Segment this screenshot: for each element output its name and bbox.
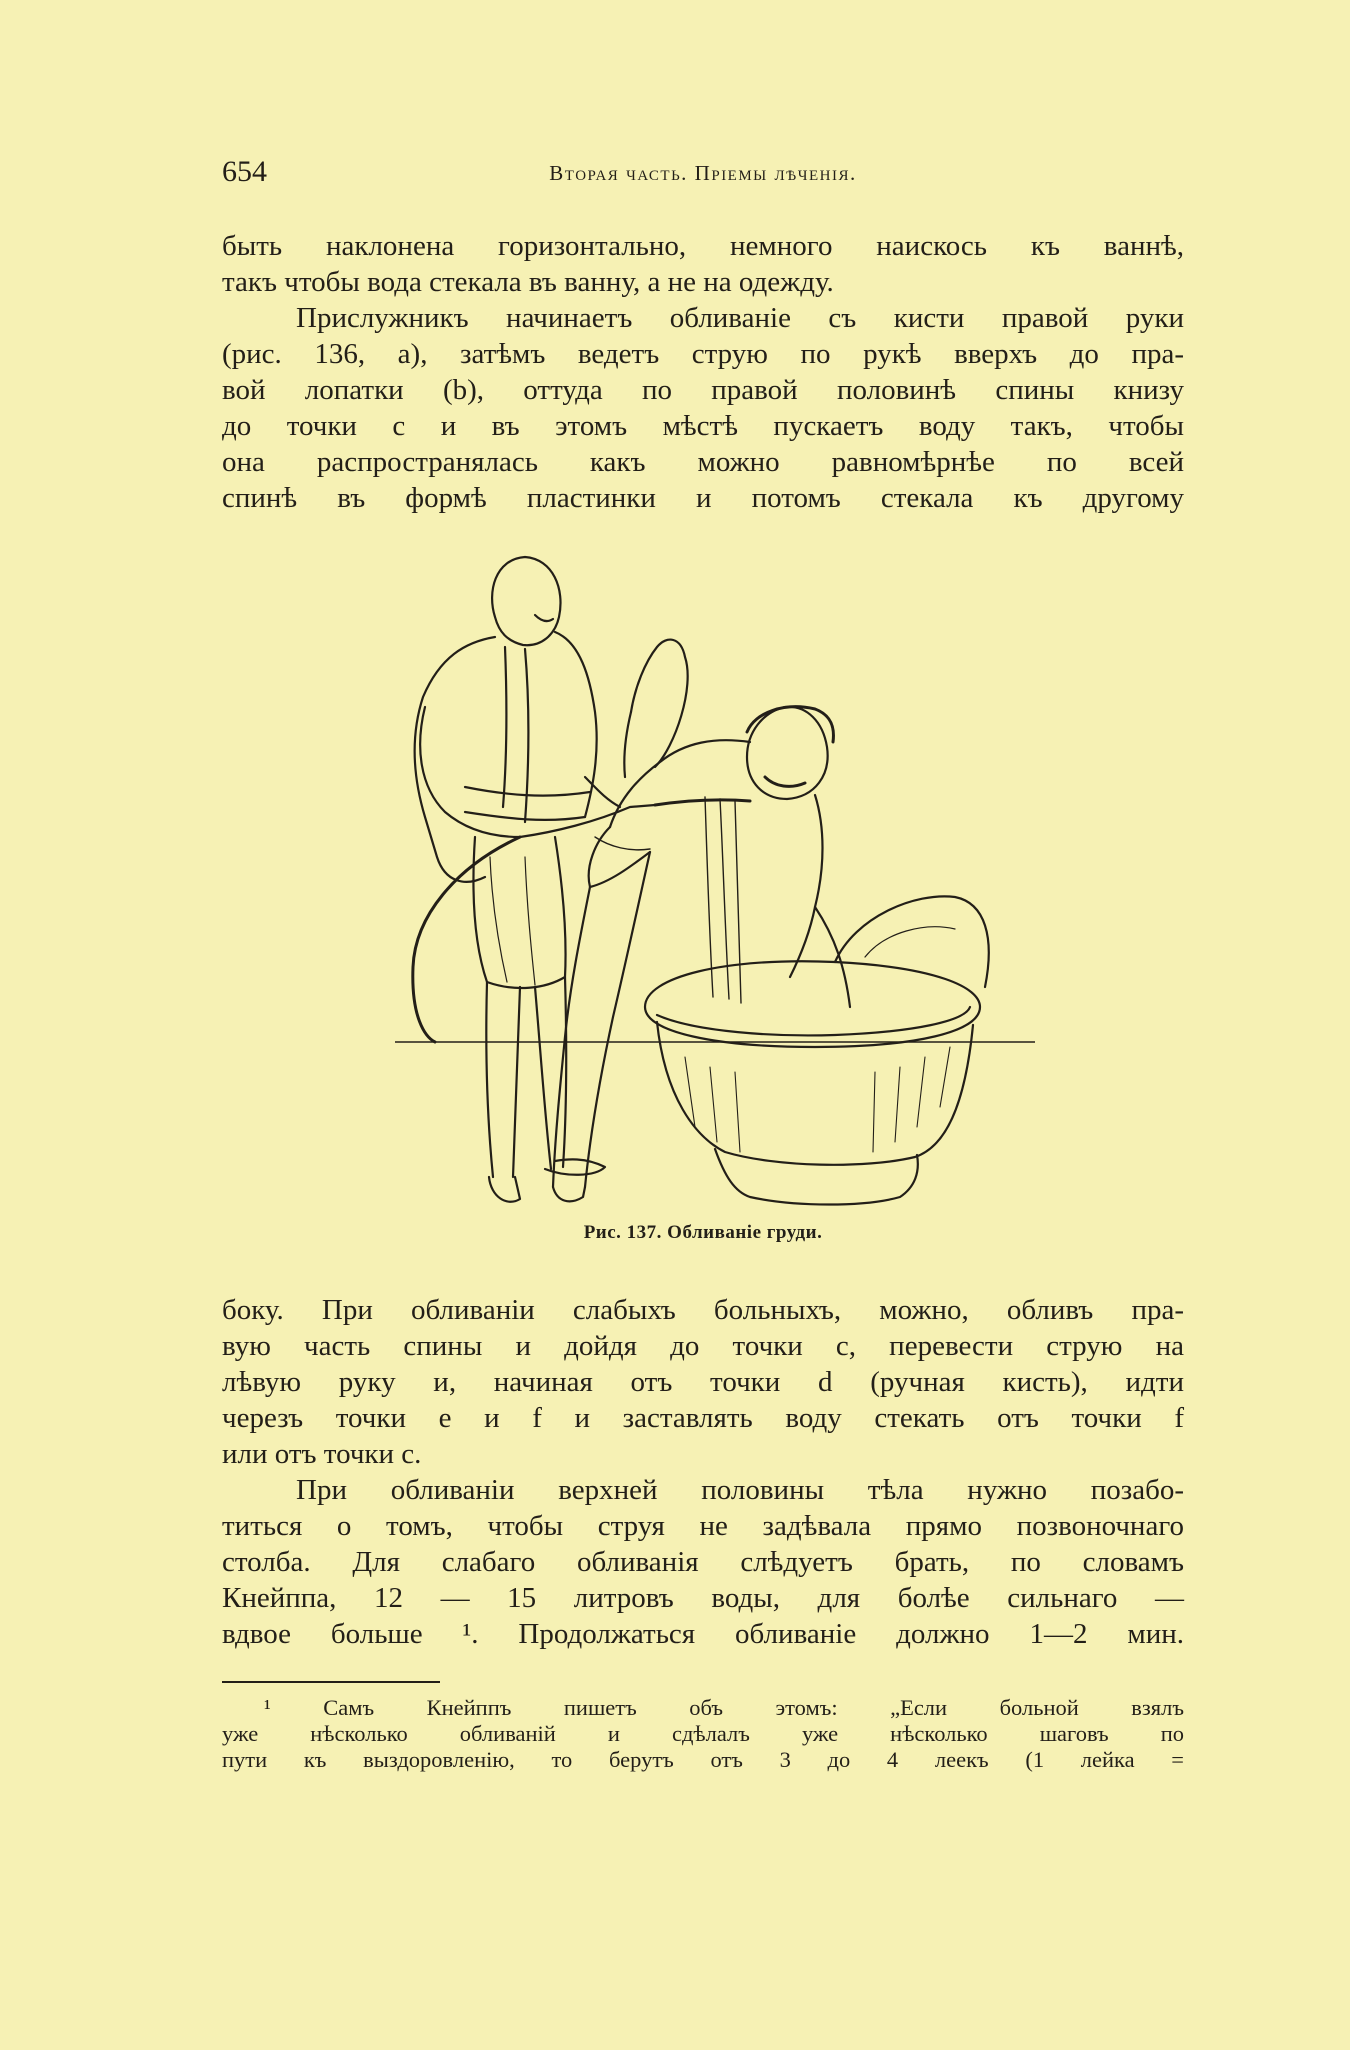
text-line: столба. Для слабаго обливанія слѣдуетъ брать, по словамъ [222, 1546, 1184, 1578]
body-text-bottom [222, 1292, 1184, 1652]
text-line: Кнейппа, 12 — 15 литровъ воды, для болѣе сильнаго — [222, 1582, 1184, 1614]
text-line: лѣвую руку и, начиная отъ точки d (ручная кисть), идти [222, 1366, 1184, 1398]
footnote-line: ¹ Самъ Кнейппъ пишетъ объ этомъ: „Если больной взялъ [264, 1695, 1184, 1720]
footnote-line: пути къ выздоровленію, то берутъ отъ 3 до 4 леекъ (1 лейка = [222, 1747, 1184, 1772]
text-line: (рис. 136, a), затѣмъ ведетъ струю по рукѣ вверхъ до пра- [222, 338, 1184, 370]
page-number: 654 [222, 155, 267, 188]
text-line: боку. При обливаніи слабыхъ больныхъ, можно, обливъ пра- [222, 1294, 1184, 1326]
running-title: Вторая часть. Пріемы лѣченія. [549, 161, 857, 185]
text-line: титься о томъ, чтобы струя не задѣвала прямо позвоночнаго [222, 1510, 1184, 1542]
text-line: она распространялась какъ можно равномѣрнѣе по всей [222, 446, 1184, 478]
page-header [222, 155, 1184, 195]
text-line: вой лопатки (b), оттуда по правой половинѣ спины книзу [222, 374, 1184, 406]
text-line: быть наклонена горизонтально, немного наискось къ ваннѣ, [222, 230, 1184, 262]
text-line: черезъ точки e и f и заставлять воду стекать отъ точки f [222, 1402, 1184, 1434]
text-line: такъ чтобы вода стекала въ ванну, а не на одежду. [222, 266, 834, 298]
figure-caption: Рис. 137. Обливаніе груди. [583, 1222, 823, 1243]
text-line: вую часть спины и дойдя до точки c, перевести струю на [222, 1330, 1184, 1362]
text-line: Прислужникъ начинаетъ обливаніе съ кисти правой руки [296, 302, 1184, 334]
footnote-divider [222, 1681, 440, 1683]
footnote-line: уже нѣсколько обливаній и сдѣлалъ уже нѣсколько шаговъ по [222, 1721, 1184, 1746]
footnote [222, 1695, 1184, 1773]
engraving-illustration [395, 537, 1035, 1212]
text-line: или отъ точки c. [222, 1438, 422, 1470]
text-line: При обливаніи верхней половины тѣла нужно позабо- [296, 1474, 1184, 1506]
body-text-top [222, 228, 1184, 516]
text-line: спинѣ въ формѣ пластинки и потомъ стекала къ другому [222, 482, 1184, 514]
text-line: вдвое больше ¹. Продолжаться обливаніе должно 1—2 мин. [222, 1618, 1184, 1650]
text-line: до точки c и въ этомъ мѣстѣ пускаетъ воду такъ, чтобы [222, 410, 1184, 442]
